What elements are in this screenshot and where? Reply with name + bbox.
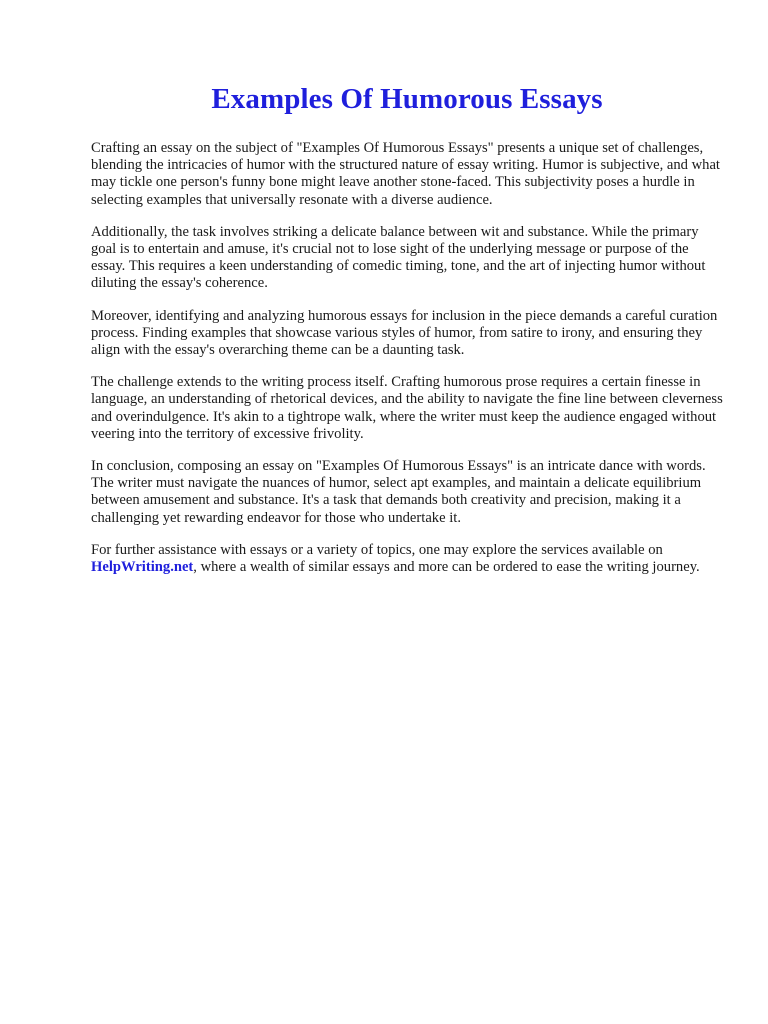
helpwriting-link[interactable]: HelpWriting.net	[91, 559, 194, 576]
document-title: Examples Of Humorous Essays	[211, 83, 603, 115]
paragraph-4: The challenge extends to the writing process itself. Crafting humorous prose requires a certain finesse in language, an understanding of rhetorical devices, and the ability to navigate the fine line between cleverness and overindulgence. It's akin to a tightrope walk, where the writer must keep the audience engaged without veering into the territory of excessive frivolity.	[91, 374, 723, 442]
document-page	[91, 82, 723, 591]
paragraph-2: Additionally, the task involves striking a delicate balance between wit and substance. While the primary goal is to entertain and amuse, it's crucial not to lose sight of the underlying message or purpose of the essay. This requires a keen understanding of comedic timing, tone, and the art of injecting humor without diluting the essay's coherence.	[91, 223, 706, 292]
paragraph-5: In conclusion, composing an essay on "Examples Of Humorous Essays" is an intricate dance with words. The writer must navigate the nuances of humor, select apt examples, and maintain a delicate equilibrium between amusement and substance. It's a task that demands both creativity and precision, making it a challenging yet rewarding endeavor for those who undertake it.	[91, 458, 706, 526]
closing-paragraph	[91, 542, 723, 576]
closing-text-before-link: For further assistance with essays or a variety of topics, one may explore the services available on	[91, 541, 663, 558]
closing-text-after-link: , where a wealth of similar essays and more can be ordered to ease the writing journey.	[193, 559, 700, 576]
paragraph-3: Moreover, identifying and analyzing humorous essays for inclusion in the piece demands a careful curation process. Finding examples that showcase various styles of humor, from satire to irony, and ensuring they align with the essay's overarching theme can be a daunting task.	[91, 307, 718, 359]
paragraph-1: Crafting an essay on the subject of "Examples Of Humorous Essays" presents a unique set of challenges, blending the intricacies of humor with the structured nature of essay writing. Humor is subjective, and what may tickle one person's funny bone might leave another stone-faced. This subjectivity poses a hurdle in selecting examples that universally resonate with a diverse audience.	[91, 140, 720, 208]
